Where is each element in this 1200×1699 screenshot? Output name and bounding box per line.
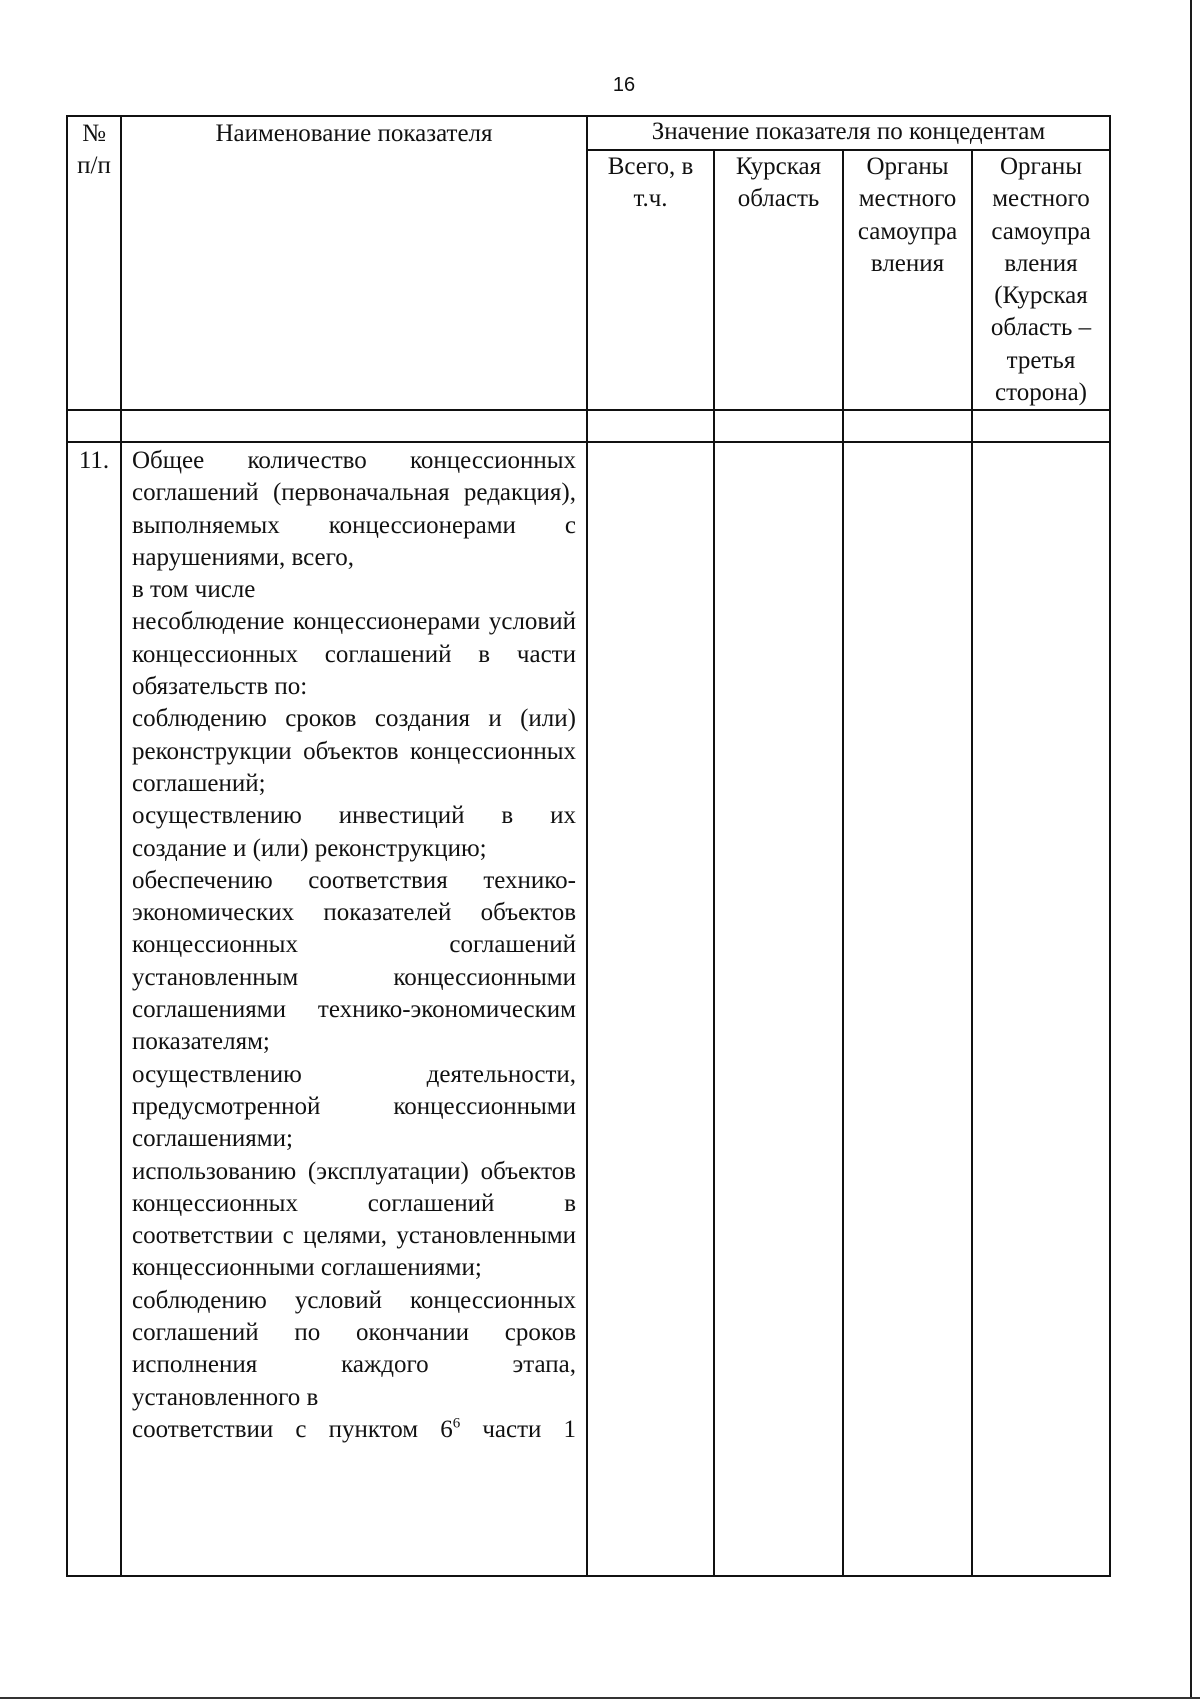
header-line: третья — [1006, 346, 1076, 374]
description-paragraph: несоблюдение концессионерами условий концессионных соглашений в части обязательств по: — [132, 608, 576, 701]
description-paragraph: использованию (эксплуатации) объектов концессионных соглашений в соответствии с целями, установленными концессионными соглашениями; — [132, 1157, 576, 1282]
value-cell-local-government-third-party — [973, 443, 1109, 1575]
value-cell-local-government — [844, 443, 971, 1575]
header-line: (Курская — [994, 282, 1088, 310]
header-line: вления — [870, 249, 945, 277]
header-line: Органы — [999, 153, 1083, 180]
indicator-table — [66, 115, 1111, 1577]
header-line: местного — [992, 185, 1090, 213]
description-paragraph: осуществлению инвестиций в их создание и (или) реконструкцию; — [132, 802, 576, 862]
header-value-group: Значение показателя по концедентам — [651, 118, 1046, 145]
value-cell-total — [588, 443, 713, 1575]
row-number: 11. — [78, 447, 110, 474]
header-line: Органы — [866, 153, 949, 180]
last-line-text: соответствии с пунктом 6 — [132, 1415, 453, 1443]
table-border-right — [1109, 115, 1111, 1577]
indicator-description — [132, 445, 576, 1446]
description-paragraph: осуществлению деятельности, предусмотренной концессионными соглашениями; — [132, 1060, 576, 1153]
superscript: 6 — [452, 1415, 461, 1432]
description-paragraph: в том числе — [132, 576, 256, 604]
header-line: местного — [858, 185, 957, 213]
header-line: самоупра — [857, 217, 958, 245]
page-number: 16 — [612, 74, 636, 96]
description-paragraph: соблюдению условий концессионных соглашений по окончании сроков исполнения каждого этапа, установленного в — [132, 1286, 576, 1411]
header-col-local-government-third-party — [973, 151, 1109, 409]
col-divider-num — [120, 115, 122, 1577]
header-line: Всего, в — [607, 153, 694, 180]
scan-edge — [1190, 0, 1192, 1699]
header-line: т.ч. — [633, 185, 668, 213]
description-paragraph: соблюдению сроков создания и (или) реконструкции объектов концессионных соглашений; — [132, 705, 576, 797]
description-last-line — [132, 1414, 576, 1446]
header-line: Курская — [735, 153, 822, 180]
header-line: область — [737, 185, 820, 213]
last-line-tail: части 1 — [460, 1415, 576, 1443]
description-paragraph: Общее количество концессионных соглашений (первоначальная редакция), выполняемых концессионерами с нарушениями, всего, — [132, 447, 576, 571]
header-line: сторона) — [995, 379, 1087, 407]
header-num — [68, 118, 120, 183]
description-paragraph: обеспечению соответствия технико-экономических показателей объектов концессионных соглашений установленным концессионными соглашениями технико-экономическим показателям; — [132, 866, 576, 1056]
header-line: самоупра — [991, 217, 1091, 245]
header-num-line: п/п — [77, 152, 111, 180]
header-indicator-name: Наименование показателя — [215, 120, 493, 147]
header-num-line: № — [82, 120, 106, 147]
header-col-kursk-region — [715, 151, 842, 216]
header-col-total — [588, 151, 713, 216]
header-line: область – — [990, 314, 1092, 342]
header-line: вления — [1004, 249, 1078, 277]
table-border-left — [66, 115, 68, 1577]
header-col-local-government — [844, 151, 971, 280]
header-bottom-rule — [66, 409, 1111, 411]
table-border-bottom — [66, 1575, 1111, 1577]
value-cell-kursk-region — [715, 443, 842, 1575]
